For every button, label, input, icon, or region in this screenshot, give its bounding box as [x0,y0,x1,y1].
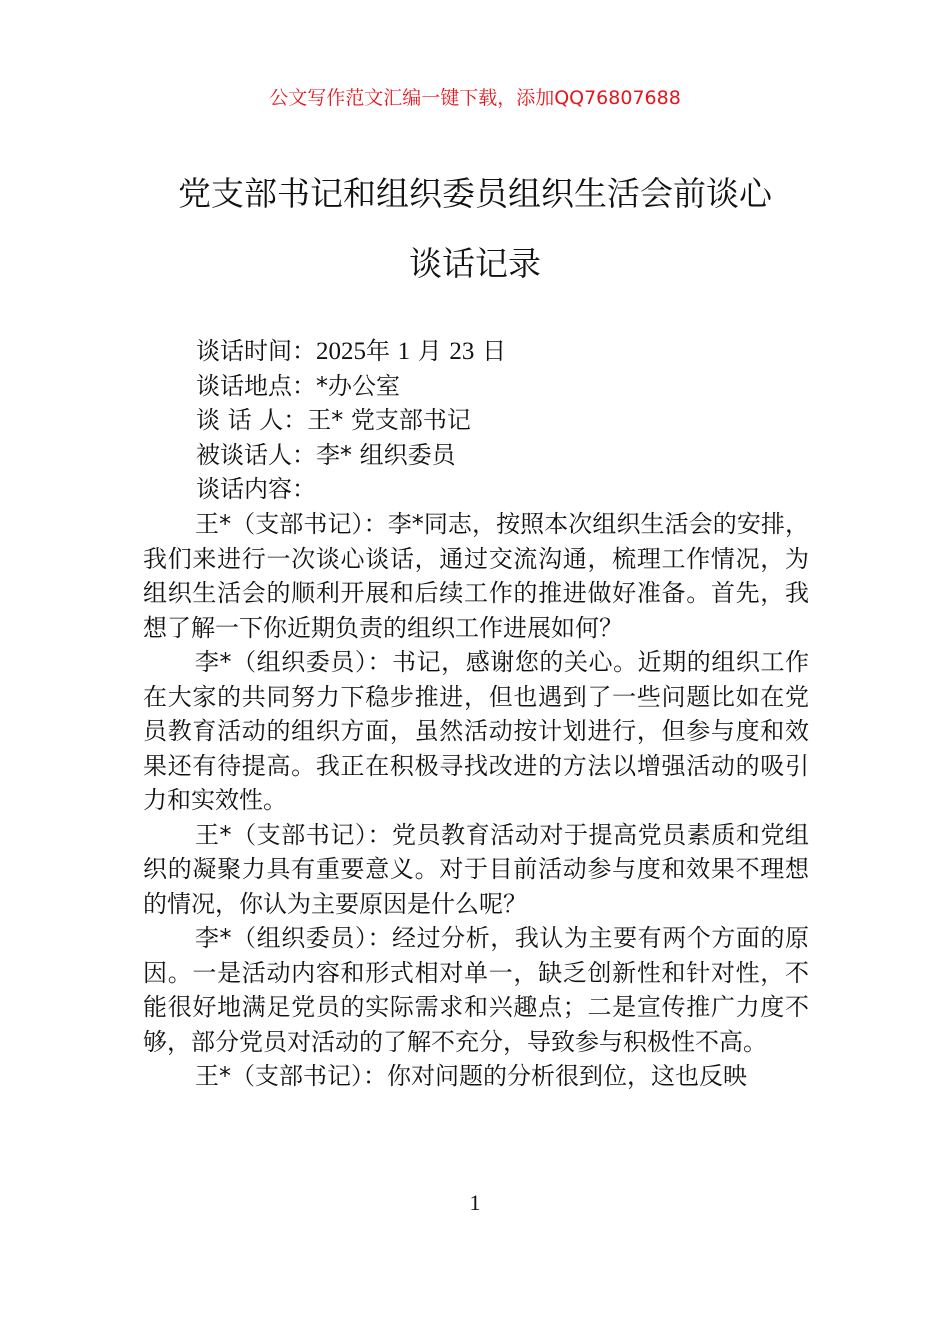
meta-talkee: 被谈话人：李* 组织委员 [196,440,456,469]
meta-block [196,334,816,507]
meta-time-day-unit: 日 [482,337,507,365]
header-download-note: 公文写作范文汇编一键下载，添加QQ76807688 [269,87,681,109]
meta-time-day: 23 [449,338,475,365]
document-title-line-1: 党支部书记和组织委员组织生活会前谈心 [178,174,772,213]
page-number: 1 [469,1190,481,1215]
meta-content-label: 谈话内容： [196,475,316,503]
meta-time [196,334,816,369]
meta-talker: 谈 话 人：王* 党支部书记 [196,406,471,434]
conversation-paragraph: 王*（支部书记）：李*同志，按照本次组织生活会的安排，我们来进行一次谈心谈话，通过交流沟通，梳理工作情况，为组织生活会的顺利开展和后续工作的推进做好准备。首先，我想了解一下你近期负责的组织工作进展如何？ [143,510,809,642]
meta-time-year-unit: 年 [366,337,390,365]
meta-time-month-unit: 月 [417,337,442,365]
meta-time-month: 1 [397,338,411,365]
conversation-paragraph: 王*（支部书记）：你对问题的分析很到位，这也反映 [195,1062,747,1090]
conversation-body [143,507,809,1094]
meta-time-label: 谈话时间： [196,337,316,365]
meta-location: 谈话地点：*办公室 [196,371,400,400]
conversation-paragraph: 李*（组织委员）：书记，感谢您的关心。近期的组织工作在大家的共同努力下稳步推进，但也遇到了一些问题比如在党员教育活动的组织方面，虽然活动按计划进行，但参与度和效果还有待提高。我正在积极寻找改进的方法以增强活动的吸引力和实效性。 [143,648,809,814]
document-title-line-2: 谈话记录 [409,244,541,283]
meta-time-year: 2025 [316,338,366,365]
conversation-paragraph: 李*（组织委员）：经过分析，我认为主要有两个方面的原因。一是活动内容和形式相对单一，缺乏创新性和针对性，不能很好地满足党员的实际需求和兴趣点；二是宣传推广力度不够，部分党员对活动的了解不充分，导致参与积极性不高。 [143,924,809,1056]
conversation-paragraph: 王*（支部书记）：党员教育活动对于提高党员素质和党组织的凝聚力具有重要意义。对于目前活动参与度和效果不理想的情况，你认为主要原因是什么呢？ [143,820,809,918]
